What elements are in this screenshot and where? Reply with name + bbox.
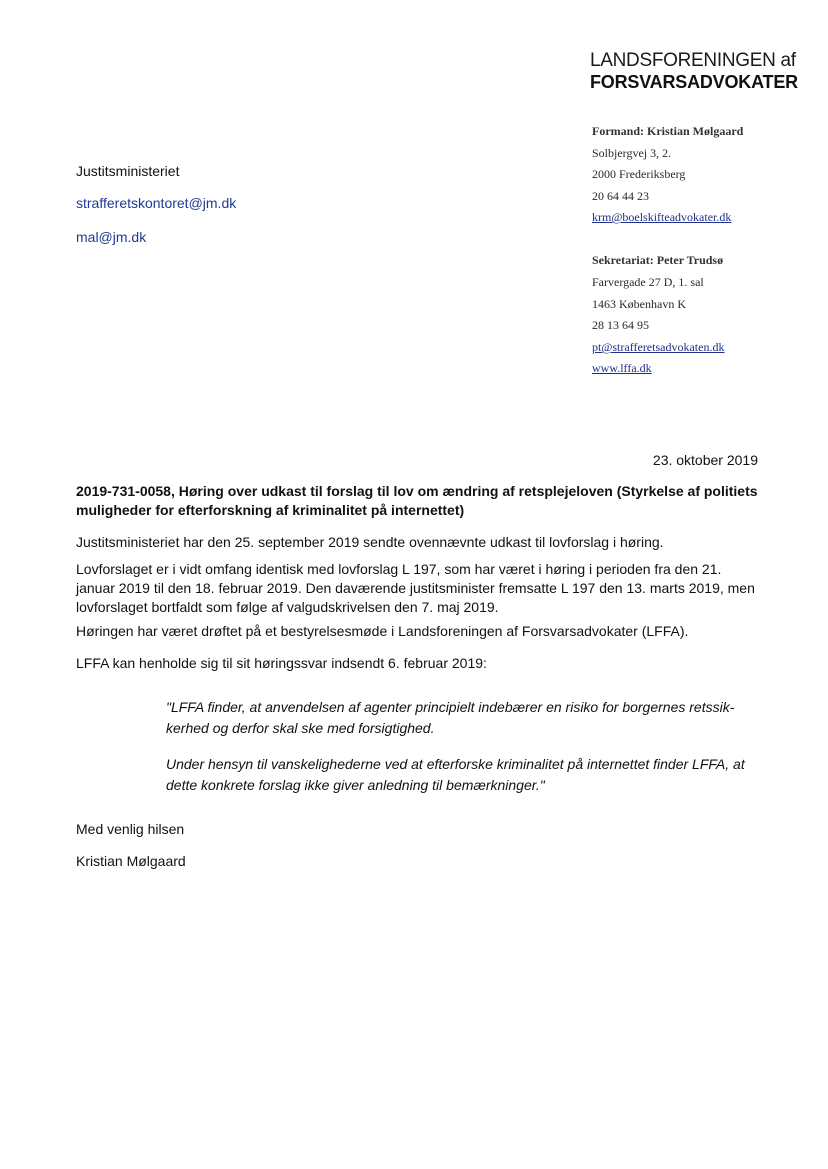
quote-paragraph-1: "LFFA finder, at anvendelsen af agenter principielt indebærer en risiko for borgernes retssik-kerhed og derfor skal ske med forsigtighed. (166, 699, 735, 736)
body-paragraph-1: Justitsministeriet har den 25. september 2019 sendte ovennævnte udkast til lovforslag i høring. (76, 534, 664, 550)
sec-web-link[interactable]: www.lffa.dk (592, 361, 652, 375)
secretariat-title: Sekretariat: Peter Trudsø (592, 253, 724, 267)
chair-email-link[interactable]: krm@boelskifteadvokater.dk (592, 210, 732, 224)
body-paragraph-4: LFFA kan henholde sig til sit høringssvar indsendt 6. februar 2019: (76, 655, 487, 671)
recipient-email1[interactable]: strafferetskontoret@jm.dk (76, 195, 237, 211)
letter-date: 23. oktober 2019 (652, 452, 758, 468)
sec-phone: 28 13 64 95 (592, 318, 649, 332)
chair-address2: 2000 Frederiksberg (592, 167, 686, 181)
closing-signature: Kristian Mølgaard (76, 853, 186, 869)
body-paragraph-2: Lovforslaget er i vidt omfang identisk med lovforslag L 197, som har været i høring i perioden fra den 21. januar 2019 til den 18. februar 2019. Den daværende justitsminister fremsatte L 197 den 13. marts 2019, men lovforslaget bortfaldt som følge af valgudskrivelsen den 7. maj 2019. (76, 561, 755, 615)
chair-title: Formand: Kristian Mølgaard (592, 124, 744, 138)
logo-line1: LANDSFORENINGEN af (590, 50, 796, 71)
logo-line2: FORSVARSADVOKATER (590, 72, 798, 92)
letter-subject: 2019-731-0058, Høring over udkast til forslag til lov om ændring af retsplejeloven (Styrkelse af politiets muligheder for efterforskning af kriminalitet på internettet) (76, 483, 758, 518)
sec-address1: Farvergade 27 D, 1. sal (592, 275, 704, 289)
quote-paragraph-2: Under hensyn til vanskelighederne ved at efterforske kriminalitet på internettet finder LFFA, at dette konkrete forslag ikke giver anledning til bemærkninger." (166, 756, 745, 793)
recipient-email2[interactable]: mal@jm.dk (76, 229, 147, 245)
recipient-name: Justitsministeriet (76, 163, 180, 179)
sec-email-link[interactable]: pt@strafferetsadvokaten.dk (592, 340, 725, 354)
chair-phone: 20 64 44 23 (592, 189, 649, 203)
chair-address1: Solbjergvej 3, 2. (592, 146, 672, 160)
body-paragraph-3: Høringen har været drøftet på et bestyrelsesmøde i Landsforeningen af Forsvarsadvokater (LFFA). (76, 623, 689, 639)
closing-greeting: Med venlig hilsen (76, 821, 185, 837)
sec-address2: 1463 København K (592, 297, 686, 311)
